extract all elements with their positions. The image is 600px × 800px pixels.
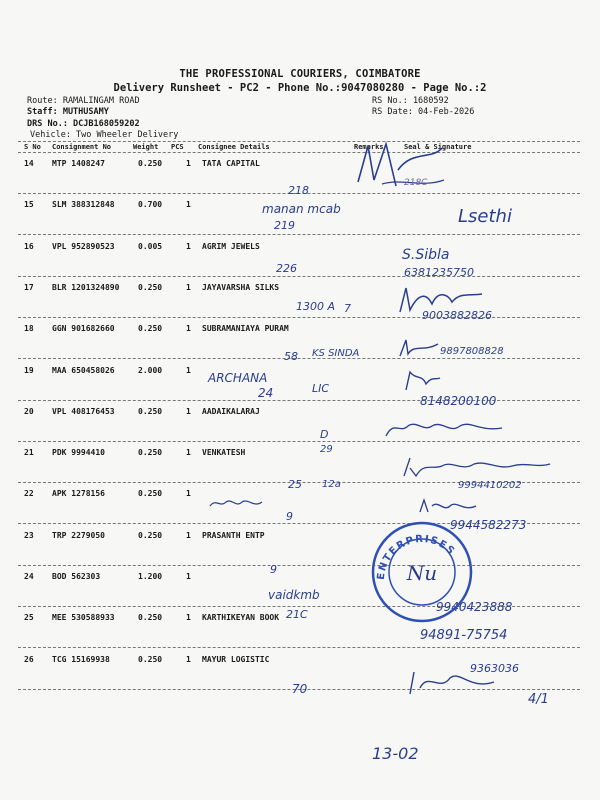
- row-consignment-no: VPL 952890523: [52, 242, 115, 251]
- row-pcs: 1: [186, 159, 191, 168]
- table-row: [0, 236, 600, 277]
- hw-r15-a: 218: [288, 184, 309, 197]
- row-consignment-no: VPL 408176453: [52, 407, 115, 416]
- row-weight: 0.250: [138, 407, 163, 416]
- row-consignment-no: APK 1278156: [52, 489, 105, 498]
- row-consignment-no: MAA 650458026: [52, 366, 115, 375]
- col-sno: S No: [24, 143, 41, 151]
- hw-r19-b: 24: [258, 386, 274, 400]
- row-consignment-no: PDK 9994410: [52, 448, 105, 457]
- row-consignment-no: GGN 901682660: [52, 324, 115, 333]
- row-consignment-no: SLM 388312848: [52, 200, 115, 209]
- row-consignee: KARTHIKEYAN BOOK: [202, 613, 280, 622]
- row-consignee: AGRIM JEWELS: [202, 242, 260, 251]
- row-consignee: VENKATESH: [202, 448, 246, 457]
- rs-date: RS Date: 04-Feb-2026: [372, 107, 475, 117]
- row-consignee: MAYUR LOGISTIC: [202, 655, 270, 664]
- row-sno: 15: [24, 200, 34, 209]
- header-top-rule: [18, 141, 580, 142]
- row-pcs: 1: [186, 242, 191, 251]
- row-weight: 1.200: [138, 572, 163, 581]
- row-consignment-no: TCG 15169938: [52, 655, 110, 664]
- row-pcs: 1: [186, 448, 191, 457]
- row-consignment-no: BLR 1201324890: [52, 283, 120, 292]
- hw-r25-phone: 94891-75754: [420, 628, 508, 643]
- row-weight: 0.250: [138, 531, 163, 540]
- row-consignee: PRASANTH ENTP: [202, 531, 265, 540]
- col-pcs: PCS: [171, 143, 184, 151]
- seal-text: ENTERPRISES: [375, 533, 458, 581]
- seal-initials: Nu: [406, 561, 438, 585]
- row-consignment-no: BOD 562303: [52, 572, 101, 581]
- row-sno: 22: [24, 489, 34, 498]
- col-weight: Weight: [133, 143, 159, 151]
- hw-r17-phone: 9003882826: [422, 309, 492, 322]
- signature-r18-icon: [398, 338, 442, 358]
- row-sno: 16: [24, 242, 34, 251]
- row-sno: 18: [24, 324, 34, 333]
- hw-r17-b: 7: [344, 302, 351, 315]
- row-consignee: SUBRAMANIAYA PURAM: [202, 324, 289, 333]
- hw-r21-a: 25: [288, 478, 302, 491]
- row-sno: 25: [24, 613, 34, 622]
- hw-r16-phone: 6381235750: [404, 266, 474, 279]
- row-sno: 17: [24, 283, 34, 292]
- row-weight: 0.250: [138, 489, 163, 498]
- col-remarks: Remarks: [354, 143, 384, 151]
- row-consignee: AADAIKALARAJ: [202, 407, 260, 416]
- hw-r20-b: 29: [320, 444, 333, 455]
- hw-r24-b: vaidkmb: [268, 588, 320, 602]
- vehicle-label: Vehicle: Two Wheeler Delivery: [30, 130, 179, 140]
- row-pcs: 1: [186, 283, 191, 292]
- col-consignee: Consignee Details: [198, 143, 270, 151]
- row-weight: 0.250: [138, 324, 163, 333]
- col-consignment: Consignment No: [52, 143, 112, 151]
- drs-number: DRS No.: DCJB168059202: [27, 119, 140, 129]
- hw-r20-a: D: [320, 428, 329, 441]
- hw-r22-b: 9: [286, 510, 293, 523]
- row-weight: 0.250: [138, 613, 163, 622]
- row-consignee: TATA CAPITAL: [202, 159, 260, 168]
- hw-r18-phone: 9897808828: [440, 346, 504, 357]
- hw-r19-phone: 8148200100: [420, 394, 497, 408]
- hw-r17-a: 1300 A: [296, 300, 336, 313]
- row-weight: 0.250: [138, 159, 163, 168]
- row-weight: 2.000: [138, 366, 163, 375]
- row-weight: 0.250: [138, 655, 163, 664]
- table-row: [0, 318, 600, 359]
- signature-r21-icon: [402, 456, 552, 480]
- hw-footer-total: 13-02: [372, 744, 419, 763]
- hw-r22-phone: 9944582273: [450, 518, 527, 532]
- row-weight: 0.700: [138, 200, 163, 209]
- hw-r15-signature: Lsethi: [458, 206, 512, 227]
- hw-r26-a: 70: [292, 682, 308, 696]
- hw-r24-a: 9: [270, 563, 277, 576]
- row-separator: [18, 647, 580, 648]
- row-pcs: 1: [186, 324, 191, 333]
- page-title: THE PROFESSIONAL COURIERS, COIMBATORE: [179, 68, 421, 80]
- hw-r19-c: LIC: [312, 382, 330, 395]
- row-separator: [18, 358, 580, 359]
- hw-r16-a: 226: [276, 262, 297, 275]
- row-weight: 0.250: [138, 448, 163, 457]
- signature-r19-icon: [402, 370, 442, 392]
- row-consignment-no: MEE 530588933: [52, 613, 115, 622]
- signature-r20-icon: [384, 416, 504, 440]
- row-sno: 21: [24, 448, 34, 457]
- table-row: [0, 401, 600, 442]
- r22-tamil-script-icon: [208, 496, 264, 510]
- signature-scribble-icon: [352, 140, 448, 196]
- hw-r19-a: ARCHANA: [208, 371, 268, 385]
- seal-stamp-icon: [370, 520, 474, 624]
- table-row: [0, 360, 600, 401]
- page-subtitle: Delivery Runsheet - PC2 - Phone No.:9047080280 - Page No.:2: [113, 82, 487, 94]
- row-sno: 24: [24, 572, 34, 581]
- hw-r18-b: KS SINDA: [312, 348, 360, 359]
- row-weight: 0.250: [138, 283, 163, 292]
- hw-r26-phone: 9363036: [470, 662, 519, 675]
- hw-r24-phone: 9940423888: [436, 600, 513, 614]
- row-pcs: 1: [186, 655, 191, 664]
- row-pcs: 1: [186, 613, 191, 622]
- hw-r16-signature: S.Sibla: [402, 247, 450, 263]
- hw-r14-code: 218C: [404, 178, 428, 188]
- hw-r24-c: 21C: [286, 608, 308, 621]
- hw-r26-fraction: 4/1: [528, 692, 549, 707]
- row-separator: [18, 234, 580, 235]
- row-sno: 20: [24, 407, 34, 416]
- staff-label: Staff: MUTHUSAMY: [27, 107, 109, 117]
- hw-r21-b: 12a: [322, 479, 341, 490]
- row-sno: 14: [24, 159, 34, 168]
- row-pcs: 1: [186, 200, 191, 209]
- row-weight: 0.005: [138, 242, 163, 251]
- row-pcs: 1: [186, 366, 191, 375]
- row-sno: 19: [24, 366, 34, 375]
- route-label: Route: RAMALINGAM ROAD: [27, 96, 140, 106]
- row-consignment-no: MTP 1408247: [52, 159, 105, 168]
- company-seal: [370, 520, 474, 624]
- row-pcs: 1: [186, 531, 191, 540]
- row-sno: 23: [24, 531, 34, 540]
- row-pcs: 1: [186, 572, 191, 581]
- row-pcs: 1: [186, 407, 191, 416]
- hw-r15-c: 219: [274, 219, 295, 232]
- rs-number: RS No.: 1680592: [372, 96, 449, 106]
- hw-r15-b: manan mcab: [262, 202, 341, 216]
- hw-r21-phone: 9994410202: [458, 480, 522, 491]
- row-consignment-no: TRP 2279050: [52, 531, 105, 540]
- signature-r22-icon: [418, 498, 478, 516]
- hw-r18-a: 58: [284, 350, 298, 363]
- row-pcs: 1: [186, 489, 191, 498]
- row-consignee: JAYAVARSHA SILKS: [202, 283, 280, 292]
- col-seal-signature: Seal & Signature: [404, 143, 472, 151]
- row-sno: 26: [24, 655, 34, 664]
